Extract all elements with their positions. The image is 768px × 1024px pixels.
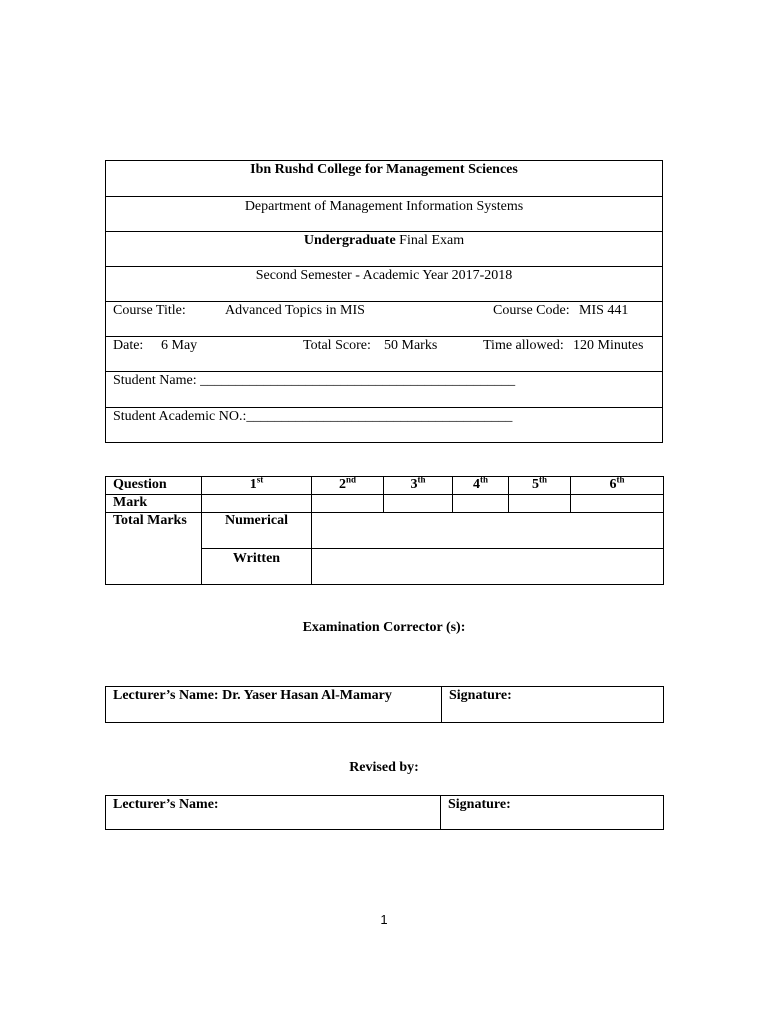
corrector-table xyxy=(105,686,664,723)
date-value: 6 May xyxy=(161,338,198,353)
mark-cell[interactable] xyxy=(202,495,312,513)
course-row xyxy=(106,302,663,337)
time-allowed-label: Time allowed: xyxy=(483,338,564,353)
corrector-lecturer-name: Lecturer’s Name: Dr. Yaser Hasan Al-Mamary xyxy=(106,687,442,723)
question-header: 5th xyxy=(509,477,571,495)
numerical-label: Numerical xyxy=(202,513,312,549)
student-number-row xyxy=(106,408,663,443)
student-number-field[interactable]: ______________________________________ xyxy=(246,409,513,424)
revised-heading: Revised by: xyxy=(349,760,419,775)
page-number: 1 xyxy=(380,912,388,927)
student-name-label: Student Name: xyxy=(113,373,201,388)
numerical-total-cell[interactable] xyxy=(312,513,664,549)
mark-cell[interactable] xyxy=(571,495,664,513)
question-header: 4th xyxy=(453,477,509,495)
question-header: 2nd xyxy=(312,477,384,495)
mark-cell[interactable] xyxy=(384,495,453,513)
question-header: 6th xyxy=(571,477,664,495)
date-label: Date: xyxy=(113,338,144,353)
revision-lecturer-name[interactable]: Lecturer’s Name: xyxy=(106,796,441,830)
exam-type xyxy=(106,232,663,267)
time-allowed-value: 120 Minutes xyxy=(573,338,644,353)
department-name: Department of Management Information Systems xyxy=(106,197,663,232)
total-marks-label: Total Marks xyxy=(106,513,202,585)
corrector-heading: Examination Corrector (s): xyxy=(302,620,466,635)
revision-signature[interactable]: Signature: xyxy=(441,796,664,830)
semester-info: Second Semester - Academic Year 2017-2018 xyxy=(106,267,663,302)
course-code-label: Course Code: xyxy=(493,303,570,318)
total-score-value: 50 Marks xyxy=(384,338,438,353)
exam-level: Undergraduate xyxy=(303,233,396,248)
total-score-label: Total Score: xyxy=(303,338,371,353)
student-name-field[interactable]: _____________________________________________ xyxy=(200,373,516,388)
course-title-label: Course Title: xyxy=(113,303,186,318)
question-label: Question xyxy=(106,477,202,495)
mark-cell[interactable] xyxy=(312,495,384,513)
course-title-value: Advanced Topics in MIS xyxy=(225,303,365,318)
date-row xyxy=(106,337,663,372)
course-code-value: MIS 441 xyxy=(579,303,629,318)
student-name-row xyxy=(106,372,663,408)
revision-table xyxy=(105,795,664,830)
corrector-signature[interactable]: Signature: xyxy=(442,687,664,723)
question-header: 1st xyxy=(202,477,312,495)
college-name: Ibn Rushd College for Management Sciences xyxy=(106,161,663,197)
mark-cell[interactable] xyxy=(509,495,571,513)
written-label: Written xyxy=(202,549,312,585)
question-header: 3th xyxy=(384,477,453,495)
exam-kind: Final Exam xyxy=(395,233,465,248)
written-total-cell[interactable] xyxy=(312,549,664,585)
student-number-label: Student Academic NO.: xyxy=(113,409,247,424)
exam-header-table xyxy=(105,160,663,443)
mark-cell[interactable] xyxy=(453,495,509,513)
marks-table xyxy=(105,476,664,585)
mark-label: Mark xyxy=(106,495,202,513)
